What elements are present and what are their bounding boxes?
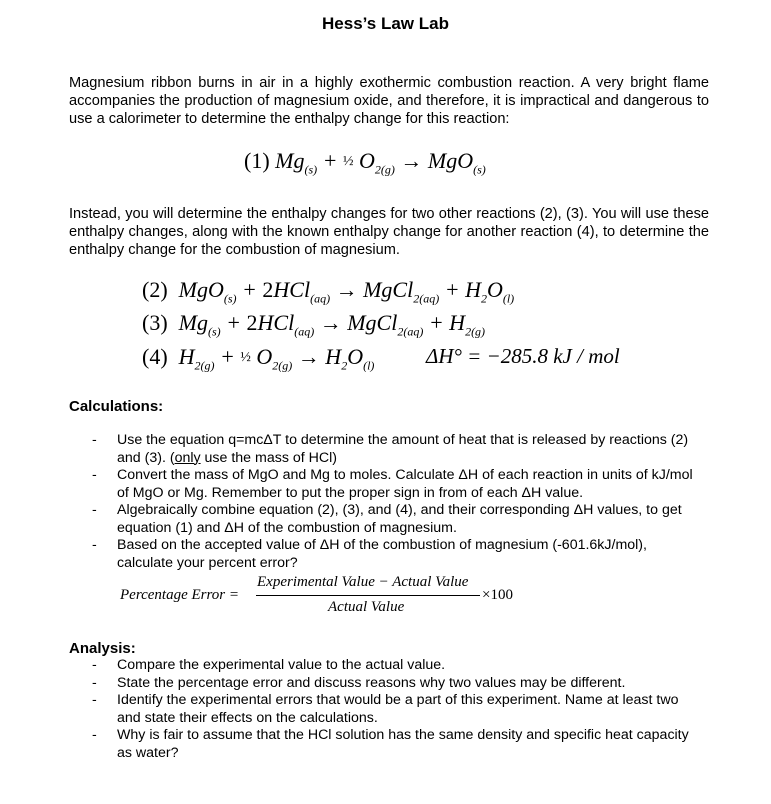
calculations-heading: Calculations: [69,398,164,415]
page-title: Hess’s Law Lab [322,14,449,33]
list-item: - Compare the experimental value to the actual value. [92,657,702,675]
calculations-list [92,432,702,572]
list-item: - Identify the experimental errors that would be a part of this experiment. Name at least two and state their effects on the calculations. [92,692,702,727]
equation-number: (2) [142,277,168,302]
equation-number: (4) [142,344,168,369]
equation-number: (1) [244,148,270,173]
equation-4-enthalpy: ΔH° = −285.8 kJ / mol [426,344,620,368]
analysis-list [92,657,702,762]
intro-paragraph: Magnesium ribbon burns in air in a highly exothermic combustion reaction. A very bright flame accompanies the production of magnesium oxide, and therefore, it is impractical and dangerous to use a calorimeter to determine the enthalpy change for this reaction: [69,75,709,127]
formula-multiplier: ×100 [482,587,513,603]
list-item: - Algebraically combine equation (2), (3), and (4), and their corresponding ΔH values, to get equation (1) and ΔH of the combustion of magnesium. [92,502,702,537]
instead-paragraph: Instead, you will determine the enthalpy changes for two other reactions (2), (3). You will use these enthalpy changes, along with the known enthalpy change for another reaction (4), to determine the enthalpy change for the combustion of magnesium. [69,206,709,258]
list-item: - Based on the accepted value of ΔH of the combustion of magnesium (-601.6kJ/mol), calculate your percent error? [92,537,702,572]
list-item: - Use the equation q=mcΔT to determine the amount of heat that is released by reactions (2) and (3). (only use the mass of HCl) [92,432,702,467]
fraction-bar [256,595,480,596]
equation-2: (2) MgO$_{(s)}$ + 2HCl$_{(aq)}$ → MgCl$_{2(aq)}$ + $H_2O_{(l)}$ [142,277,515,306]
equation-3: (3) $Mg_{(s)} + 2HCl_{(aq)}$ → MgCl$_{2(aq)}$ + $H_{2(g)}$ [142,310,486,339]
list-item: - Convert the mass of MgO and Mg to moles. Calculate ΔH of each reaction in units of kJ/mol of MgO or Mg. Remember to put the proper sign in from of each ΔH value. [92,467,702,502]
equation-1: (1) $Mg_{(s)}$ + ½ $O_{2(g)} \to MgO_{(s)}$ [244,148,486,177]
equation-4: (4) $H_{2(g)}$ + ½ $O_{2(g)} \to H_2O_{(l)}$ [142,344,375,373]
formula-numerator: Experimental Value − Actual Value [257,574,469,590]
formula-denominator: Actual Value [328,599,405,615]
list-item: - State the percentage error and discuss reasons why two values may be different. [92,675,702,693]
formula-lhs: Percentage Error = [120,587,239,603]
analysis-heading: Analysis: [69,640,136,657]
equation-number: (3) [142,310,168,335]
list-item: - Why is fair to assume that the HCl solution has the same density and specific heat capacity as water? [92,727,702,762]
